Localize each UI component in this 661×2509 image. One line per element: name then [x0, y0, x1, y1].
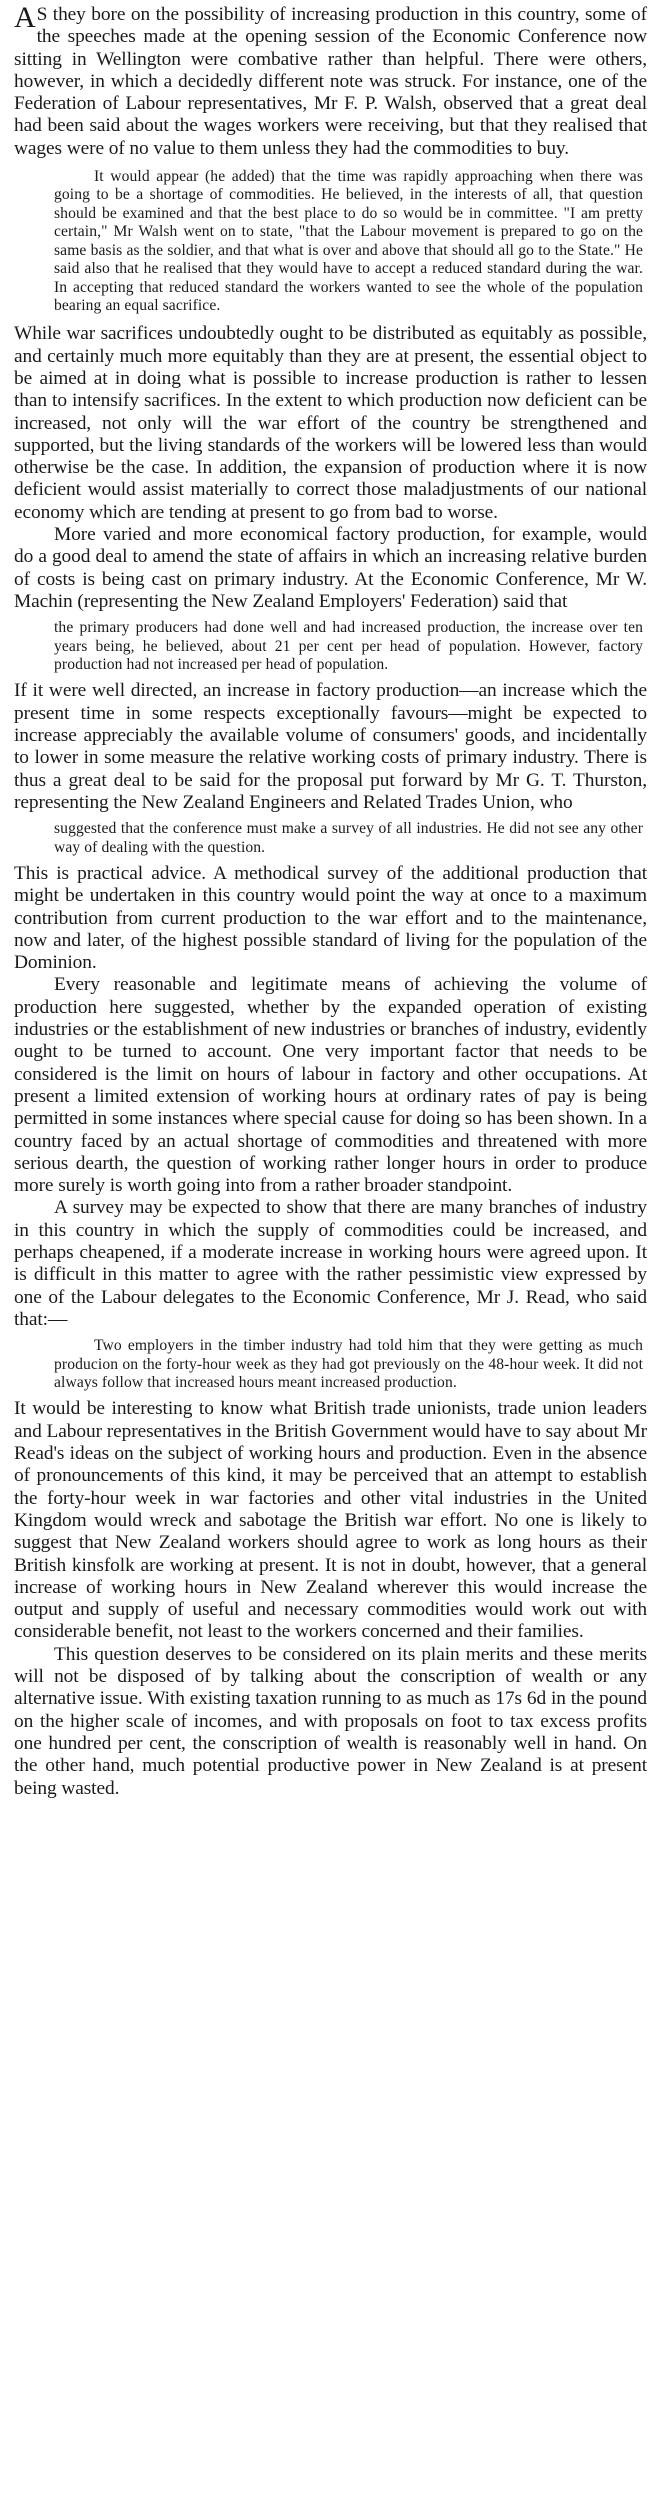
article-paragraph-1 — [14, 1, 647, 160]
quote-thurston: suggested that the conference must make a survey of all industries. He did not see any other way of dealing with the question. — [54, 820, 643, 856]
quote-machin: the primary producers had done well and had increased production, the increase over ten years being, he believed, about 21 per cent per head of population. However, factory production had not increased per head of population. — [54, 619, 643, 673]
quote-read: Two employers in the timber industry had told him that they were getting as much producion on the forty-hour week as they had got previously on the 48-hour week. It did not always follow that increased hours meant increased production. — [54, 1337, 643, 1392]
article-paragraph-8: It would be interesting to know what British trade unionists, trade union leaders and Labour representatives in the British Government would have to say about Mr Read's ideas on the subject of working hours and production. Even in the absence of pronouncements of this kind, it may be perceived that an attempt to establish the forty-hour week in war factories and other vital industries in the United Kingdom would wreck and sabotage the British war effort. No one is likely to suggest that New Zealand workers should agree to work as long hours as their British kinsfolk are working at present. It is not in doubt, however, that a general increase of working hours in New Zealand wherever this would increase the output and supply of useful and necessary commodities would work out with considerable benefit, not least to the workers concerned and their families. — [14, 1398, 647, 1643]
article-paragraph-6: Every reasonable and legitimate means of achieving the volume of production here suggested, whether by the expanded operation of existing industries or the establishment of new industries or branches of industry, evidently ought to be turned to account. One very important factor that needs to be considered is the limit on hours of labour in factory and other occupations. At present a limited extension of working hours at ordinary rates of pay is being permitted in some instances where special cause for doing so has been shown. In a country faced by an actual shortage of commodities and threatened with more serious dearth, the question of working rather longer hours in order to produce more surely is worth going into from a rather broader standpoint. — [14, 974, 647, 1197]
quote-walsh: It would appear (he added) that the time was rapidly approaching when there was going to be a shortage of commodities. He believed, in the interests of all, that question should be examined and that the best place to do so would be in committee. "I am pretty certain," Mr Walsh went on to state, "that the Labour movement is prepared to go on the same basis as the soldier, and that what is over and above that should all go to the State." He said also that he realised that they would have to accept a reduced standard during the war. In accepting that reduced standard the workers wanted to see the whole of the population bearing an equal sacrifice. — [54, 168, 643, 314]
article-paragraph-9: This question deserves to be considered on its plain merits and these merits will not be disposed of by talking about the conscription of wealth or any alternative issue. With existing taxation running to as much as 17s 6d in the pound on the higher scale of incomes, and with proposals on foot to tax excess profits one hundred per cent, the conscription of wealth is reasonably well in hand. On the other hand, much potential productive power in New Zealand is at present being wasted. — [14, 1643, 647, 1799]
article-paragraph-2: While war sacrifices undoubtedly ought to be distributed as equitably as possible, and certainly much more equitably than they are at present, the essential object to be aimed at in doing what is possible to increase production is rather to lessen than to intensify sacrifices. In the extent to which production now deficient can be increased, not only will the war effort of the country be strengthened and supported, but the living standards of the workers will be lowered less than would otherwise be the case. In addition, the expansion of production where it is now deficient would assist materially to correct those maladjustments of our national economy which are tending at present to go from bad to worse. — [14, 323, 647, 523]
article-paragraph-3: More varied and more economical factory production, for example, would do a good deal to amend the state of affairs in which an increasing relative burden of costs is being cast on primary industry. At the Economic Conference, Mr W. Machin (representing the New Zealand Employers' Federation) said that — [14, 524, 647, 612]
paragraph-1-text: S they bore on the possibility of increasing production in this country, some of the speeches made at the opening session of the Economic Conference now sitting in Wellington were combative rather than helpful. There were others, however, in which a decidedly different note was struck. For instance, one of the Federation of Labour representatives, Mr F. P. Walsh, observed that a great deal had been said about the wages workers were receiving, but that they realised that wages were of no value to them unless they had the commodities to buy. — [14, 4, 647, 159]
drop-cap: A — [14, 1, 36, 34]
article-paragraph-5: This is practical advice. A methodical survey of the additional production that might be undertaken in this country would point the way at once to a maximum contribution from current production to the war effort and to the maintenance, now and later, of the highest possible standard of living for the population of the Dominion. — [14, 863, 647, 974]
article-paragraph-4: If it were well directed, an increase in factory production—an increase which the present time in some respects exceptionally favours—might be expected to increase appreciably the available volume of consumers' goods, and incidentally to lower in some measure the relative working costs of primary industry. There is thus a great deal to be said for the proposal put forward by Mr G. T. Thurston, representing the New Zealand Engineers and Related Trades Union, who — [14, 680, 647, 813]
article-paragraph-7: A survey may be expected to show that there are many branches of industry in this country in which the supply of commodities could be increased, and perhaps cheapened, if a moderate increase in working hours were agreed upon. It is difficult in this matter to agree with the rather pessimistic view expressed by one of the Labour delegates to the Economic Conference, Mr J. Read, who said that:— — [14, 1197, 647, 1330]
